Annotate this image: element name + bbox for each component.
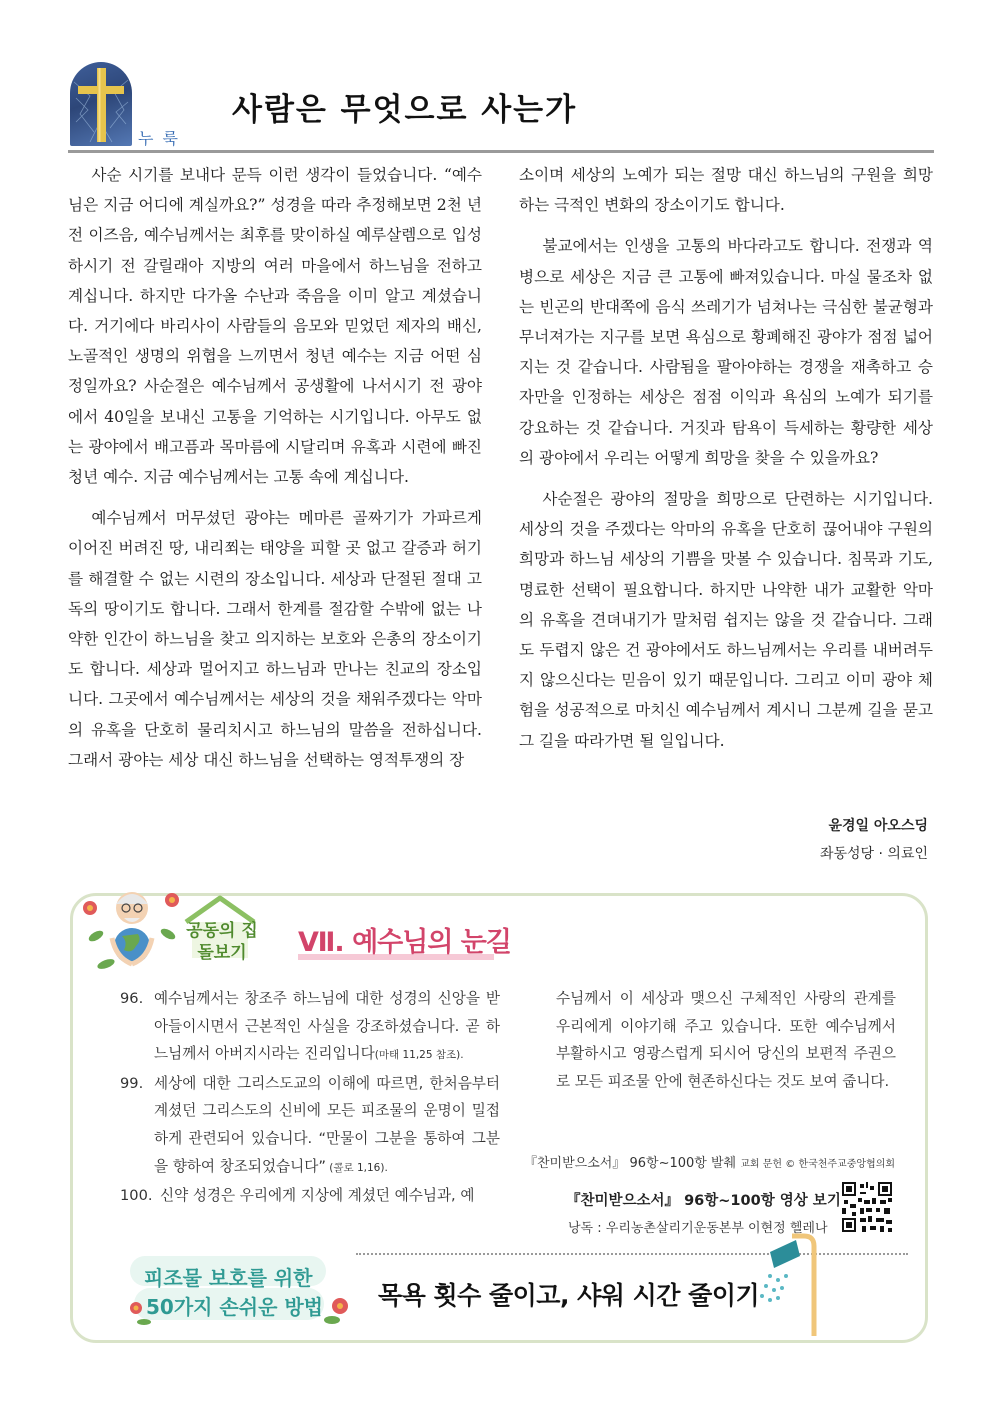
tip-title-line2: 50가지 손쉬운 방법 <box>146 1295 323 1319</box>
list-item <box>120 1182 500 1210</box>
tip-title-line1: 피조물 보호를 위한 <box>144 1266 313 1290</box>
video-link-title[interactable]: 『찬미받으소서』 96항~100항 영상 보기 <box>566 1193 841 1209</box>
tip-text: 목욕 횟수 줄이고, 샤워 시간 줄이기 <box>378 1281 760 1310</box>
shower-icon <box>756 1232 828 1336</box>
paragraph: 사순절은 광야의 절망을 희망으로 단련하는 시기입니다. 세상의 것을 주겠다는 악마의 유혹을 단호히 끊어내야 구원의 희망과 하느님 세상의 기쁨을 맛볼 수 있습니다. 침묵과 기도, 명료한 선택이 필요합니다. 하지만 나약한 내가 교활한 악마의 유혹을 견뎌내기가 말처럼 쉽지는 않을 것 같습니다. 그래도 두렵지 않은 건 광야에서도 하느님께서는 우리를 내버려두지 않으신다는 믿음이 있기 때문입니다. 그리고 이미 광야 체험을 성공적으로 마치신 예수님께서 계시니 그분께 길을 묻고 그 길을 따라가면 될 일입니다. <box>519 490 933 750</box>
reader-credit: 낭독 : 우리농촌살리기운동본부 이현정 헬레나 <box>568 1221 828 1236</box>
qr-code-icon[interactable] <box>842 1182 892 1232</box>
item-reference: (콜로 1,16). <box>325 1161 388 1174</box>
paragraph: 불교에서는 인생을 고통의 바다라고도 합니다. 전쟁과 역병으로 세상은 지금 큰 고통에 빠져있습니다. 마실 물조차 없는 빈곤의 반대쪽에 음식 쓰레기가 넘쳐나는 극심한 불균형과 무너져가는 지구를 보면 욕심으로 황폐해진 광야가 점점 넓어지는 것 같습니다. 사람됨을 팔아야하는 경쟁을 재촉하고 승자만을 인정하는 세상은 점점 이익과 욕심의 노예가 되기를 강요하는 것 같습니다. 거짓과 탐욕이 득세하는 황량한 세상의 광야에서 우리는 어떻게 희망을 찾을 수 있을까요? <box>519 237 933 467</box>
author-affiliation: 좌동성당 · 의료인 <box>819 846 928 862</box>
encyclical-right-column: 수님께서 이 세상과 맺으신 구체적인 사랑의 관계를 우리에게 이야기해 주고 있습니다. 또한 예수님께서 부활하시고 영광스럽게 되시어 당신의 보편적 주권으로 모든 피조물 안에 현존하신다는 것도 보여 줍니다. <box>556 990 896 1090</box>
source-copyright: 교회 문헌 © 한국천주교중앙협의회 <box>740 1159 896 1170</box>
item-reference: (마태 11,25 참조). <box>374 1049 464 1062</box>
article-left-column <box>68 160 482 775</box>
item-text: 예수님께서는 창조주 하느님에 대한 성경의 신앙을 받아들이시면서 근본적인 사실을 강조하셨습니다. 곧 하느님께서 아버지시라는 진리입니다 <box>154 990 500 1063</box>
paragraph: 사순 시기를 보내다 문득 이런 생각이 들었습니다. “예수님은 지금 어디에 계실까요?” 성경을 따라 추정해보면 2천 년 전 이즈음, 예수님께서는 최후를 맞이하실 예루살렘으로 입성하시기 전 갈릴래아 지방의 여러 마을에서 하느님을 전하고 계십니다. 하지만 다가올 수난과 죽음을 이미 알고 계셨습니다. 거기에다 바리사이 사람들의 음모와 믿었던 제자의 배신, 노골적인 생명의 위협을 느끼면서 청년 예수는 지금 어떤 심정일까요? 사순절은 예수님께서 공생활에 나서시기 전 광야에서 40일을 보내신 고통을 기억하는 시기입니다. 아무도 없는 광야에서 배고픔과 목마름에 시달리며 유혹과 시련에 빠진 청년 예수. 지금 예수님께서는 고통 속에 계십니다. <box>68 166 482 487</box>
section-label: 누 룩 <box>138 129 180 148</box>
paragraph: 소이며 세상의 노예가 되는 절망 대신 하느님의 구원을 희망하는 극적인 변화의 장소이기도 합니다. <box>519 166 933 215</box>
elderly-hugging-earth-illustration-icon <box>76 878 186 978</box>
badge-title-line2: 돌보기 <box>197 943 247 963</box>
item-number: 99. <box>120 1074 144 1092</box>
encyclical-left-column <box>120 985 500 1210</box>
paragraph: 예수님께서 머무셨던 광야는 메마른 골짜기가 가파르게 이어진 버려진 땅, 내리쬐는 태양을 피할 곳 없고 갈증과 허기를 해결할 수 없는 시련의 장소입니다. 세상과 단절된 절대 고독의 땅이기도 합니다. 그래서 한계를 절감할 수밖에 없는 나약한 인간이 하느님을 찾고 의지하는 보호와 은총의 장소이기도 합니다. 세상과 멀어지고 하느님과 만나는 친교의 장소입니다. 그곳에서 예수님께서는 세상의 것을 채워주겠다는 악마의 유혹을 단호히 물리치시고 하느님의 말씀을 전하십니다. 그래서 광야는 세상 대신 하느님을 선택하는 영적투쟁의 장 <box>68 509 482 769</box>
item-text: 세상에 대한 그리스도교의 이해에 따르면, 한처음부터 계셨던 그리스도의 신비에 모든 피조물의 운명이 밀접하게 관련되어 있습니다. “만물이 그분을 통하여 그분을 향하여 창조되었습니다” <box>154 1074 500 1175</box>
source-main: 『찬미받으소서』 96항~100항 발췌 <box>524 1156 737 1171</box>
source-citation <box>524 1152 895 1171</box>
list-item <box>120 985 500 1070</box>
item-text: 신약 성경은 우리에게 지상에 계셨던 예수님과, 예 <box>160 1187 475 1205</box>
item-number: 96. <box>120 990 144 1007</box>
page-title: 사람은 무엇으로 사는가 <box>232 92 578 128</box>
item-number: 100. <box>120 1187 153 1205</box>
author-name: 윤경일 아오스딩 <box>828 818 928 834</box>
badge-title-line1: 공동의 집 <box>186 921 258 941</box>
chapter-heading: Ⅶ. 예수님의 눈길 <box>298 927 511 958</box>
list-item <box>120 1070 500 1182</box>
cross-logo-icon <box>70 62 132 146</box>
article-right-column <box>519 160 933 756</box>
header-divider <box>68 150 934 153</box>
